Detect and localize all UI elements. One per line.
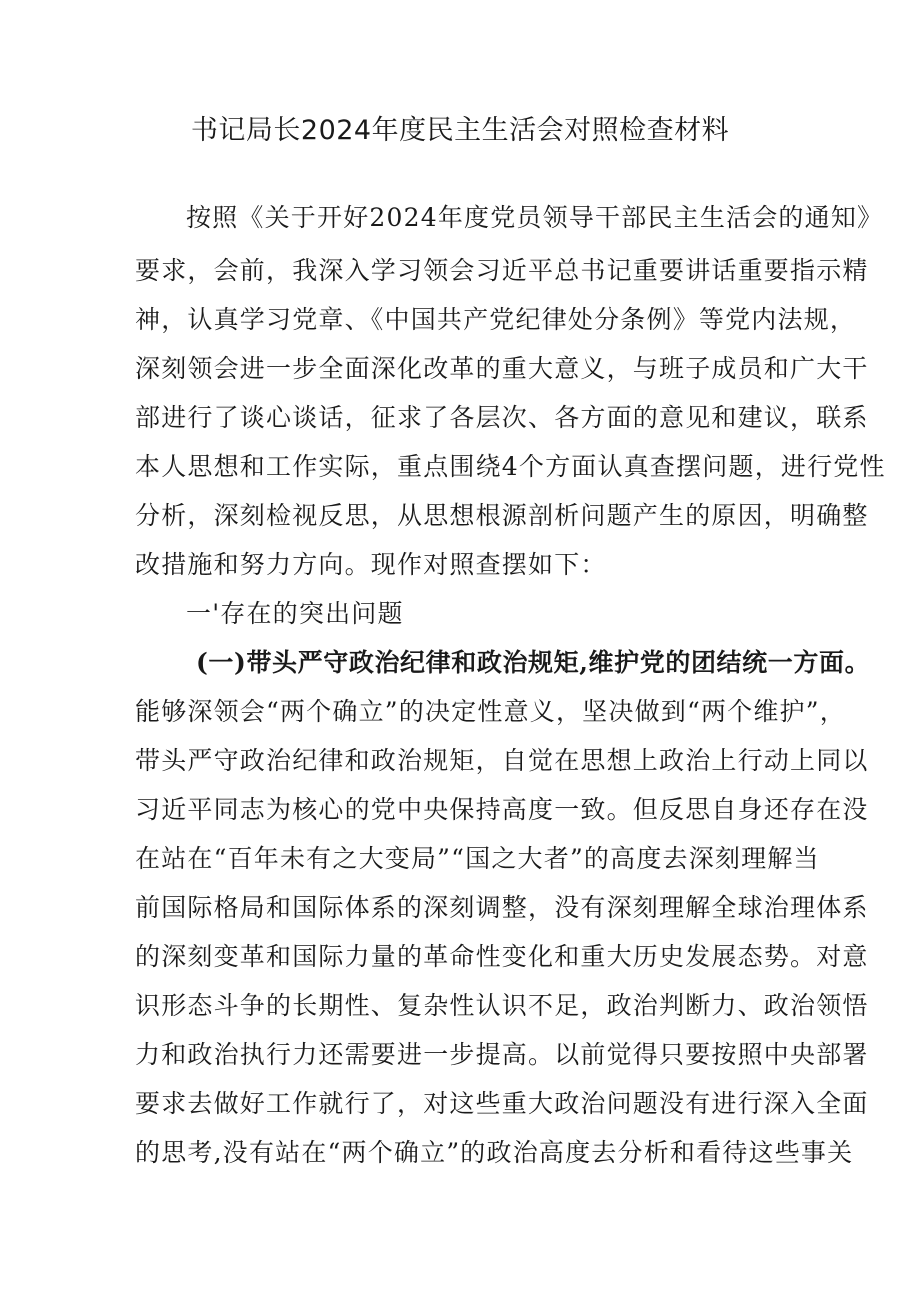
intro-line: 要求，会前，我深入学习领会习近平总书记重要讲话重要指示精 xyxy=(135,256,869,285)
intro-line: 部进行了谈心谈话，征求了各层次、各方面的意见和建议，联系 xyxy=(135,403,869,432)
body-line: 的深刻变革和国际力量的革命性变化和重大历史发展态势。对意 xyxy=(135,942,869,971)
section-heading: 一'存在的突出问题 xyxy=(186,599,404,628)
document-title: 书记局长2024年度民主生活会对照检查材料 xyxy=(190,115,730,146)
body-line: 的思考,没有站在“两个确立”的政治高度去分析和看待这些事关 xyxy=(135,1138,854,1167)
body-line: 在站在“百年未有之大变局”“国之大者”的高度去深刻理解当 xyxy=(135,844,820,873)
subsection-heading: (一)带头严守政治纪律和政治规矩,维护党的团结统一方面。 xyxy=(196,648,871,677)
body-line: 带头严守政治纪律和政治规矩，自觉在思想上政治上行动上同以 xyxy=(135,746,869,775)
intro-line: 按照《关于开好2024年度党员领导干部民主生活会的通知》 xyxy=(186,203,884,232)
intro-line: 深刻领会进一步全面深化改革的重大意义，与班子成员和广大干 xyxy=(135,354,869,383)
intro-line: 神，认真学习党章、《中国共产党纪律处分条例》等党内法规， xyxy=(135,305,857,334)
intro-line: 改措施和努力方向。现作对照查摆如下： xyxy=(135,550,607,579)
body-line: 要求去做好工作就行了，对这些重大政治问题没有进行深入全面 xyxy=(135,1089,869,1118)
body-line: 前国际格局和国际体系的深刻调整，没有深刻理解全球治理体系 xyxy=(135,893,869,922)
body-line: 识形态斗争的长期性、复杂性认识不足，政治判断力、政治领悟 xyxy=(135,991,869,1020)
body-line: 力和政治执行力还需要进一步提高。以前觉得只要按照中央部署 xyxy=(135,1040,869,1069)
intro-line: 分析，深刻检视反思，从思想根源剖析问题产生的原因，明确整 xyxy=(135,501,869,530)
intro-line: 本人思想和工作实际，重点围绕4个方面认真查摆问题，进行党性 xyxy=(135,452,886,481)
body-line: 习近平同志为核心的党中央保持高度一致。但反思自身还存在没 xyxy=(135,795,869,824)
body-line: 能够深领会“两个确立”的决定性意义，坚决做到“两个维护”， xyxy=(135,697,846,726)
